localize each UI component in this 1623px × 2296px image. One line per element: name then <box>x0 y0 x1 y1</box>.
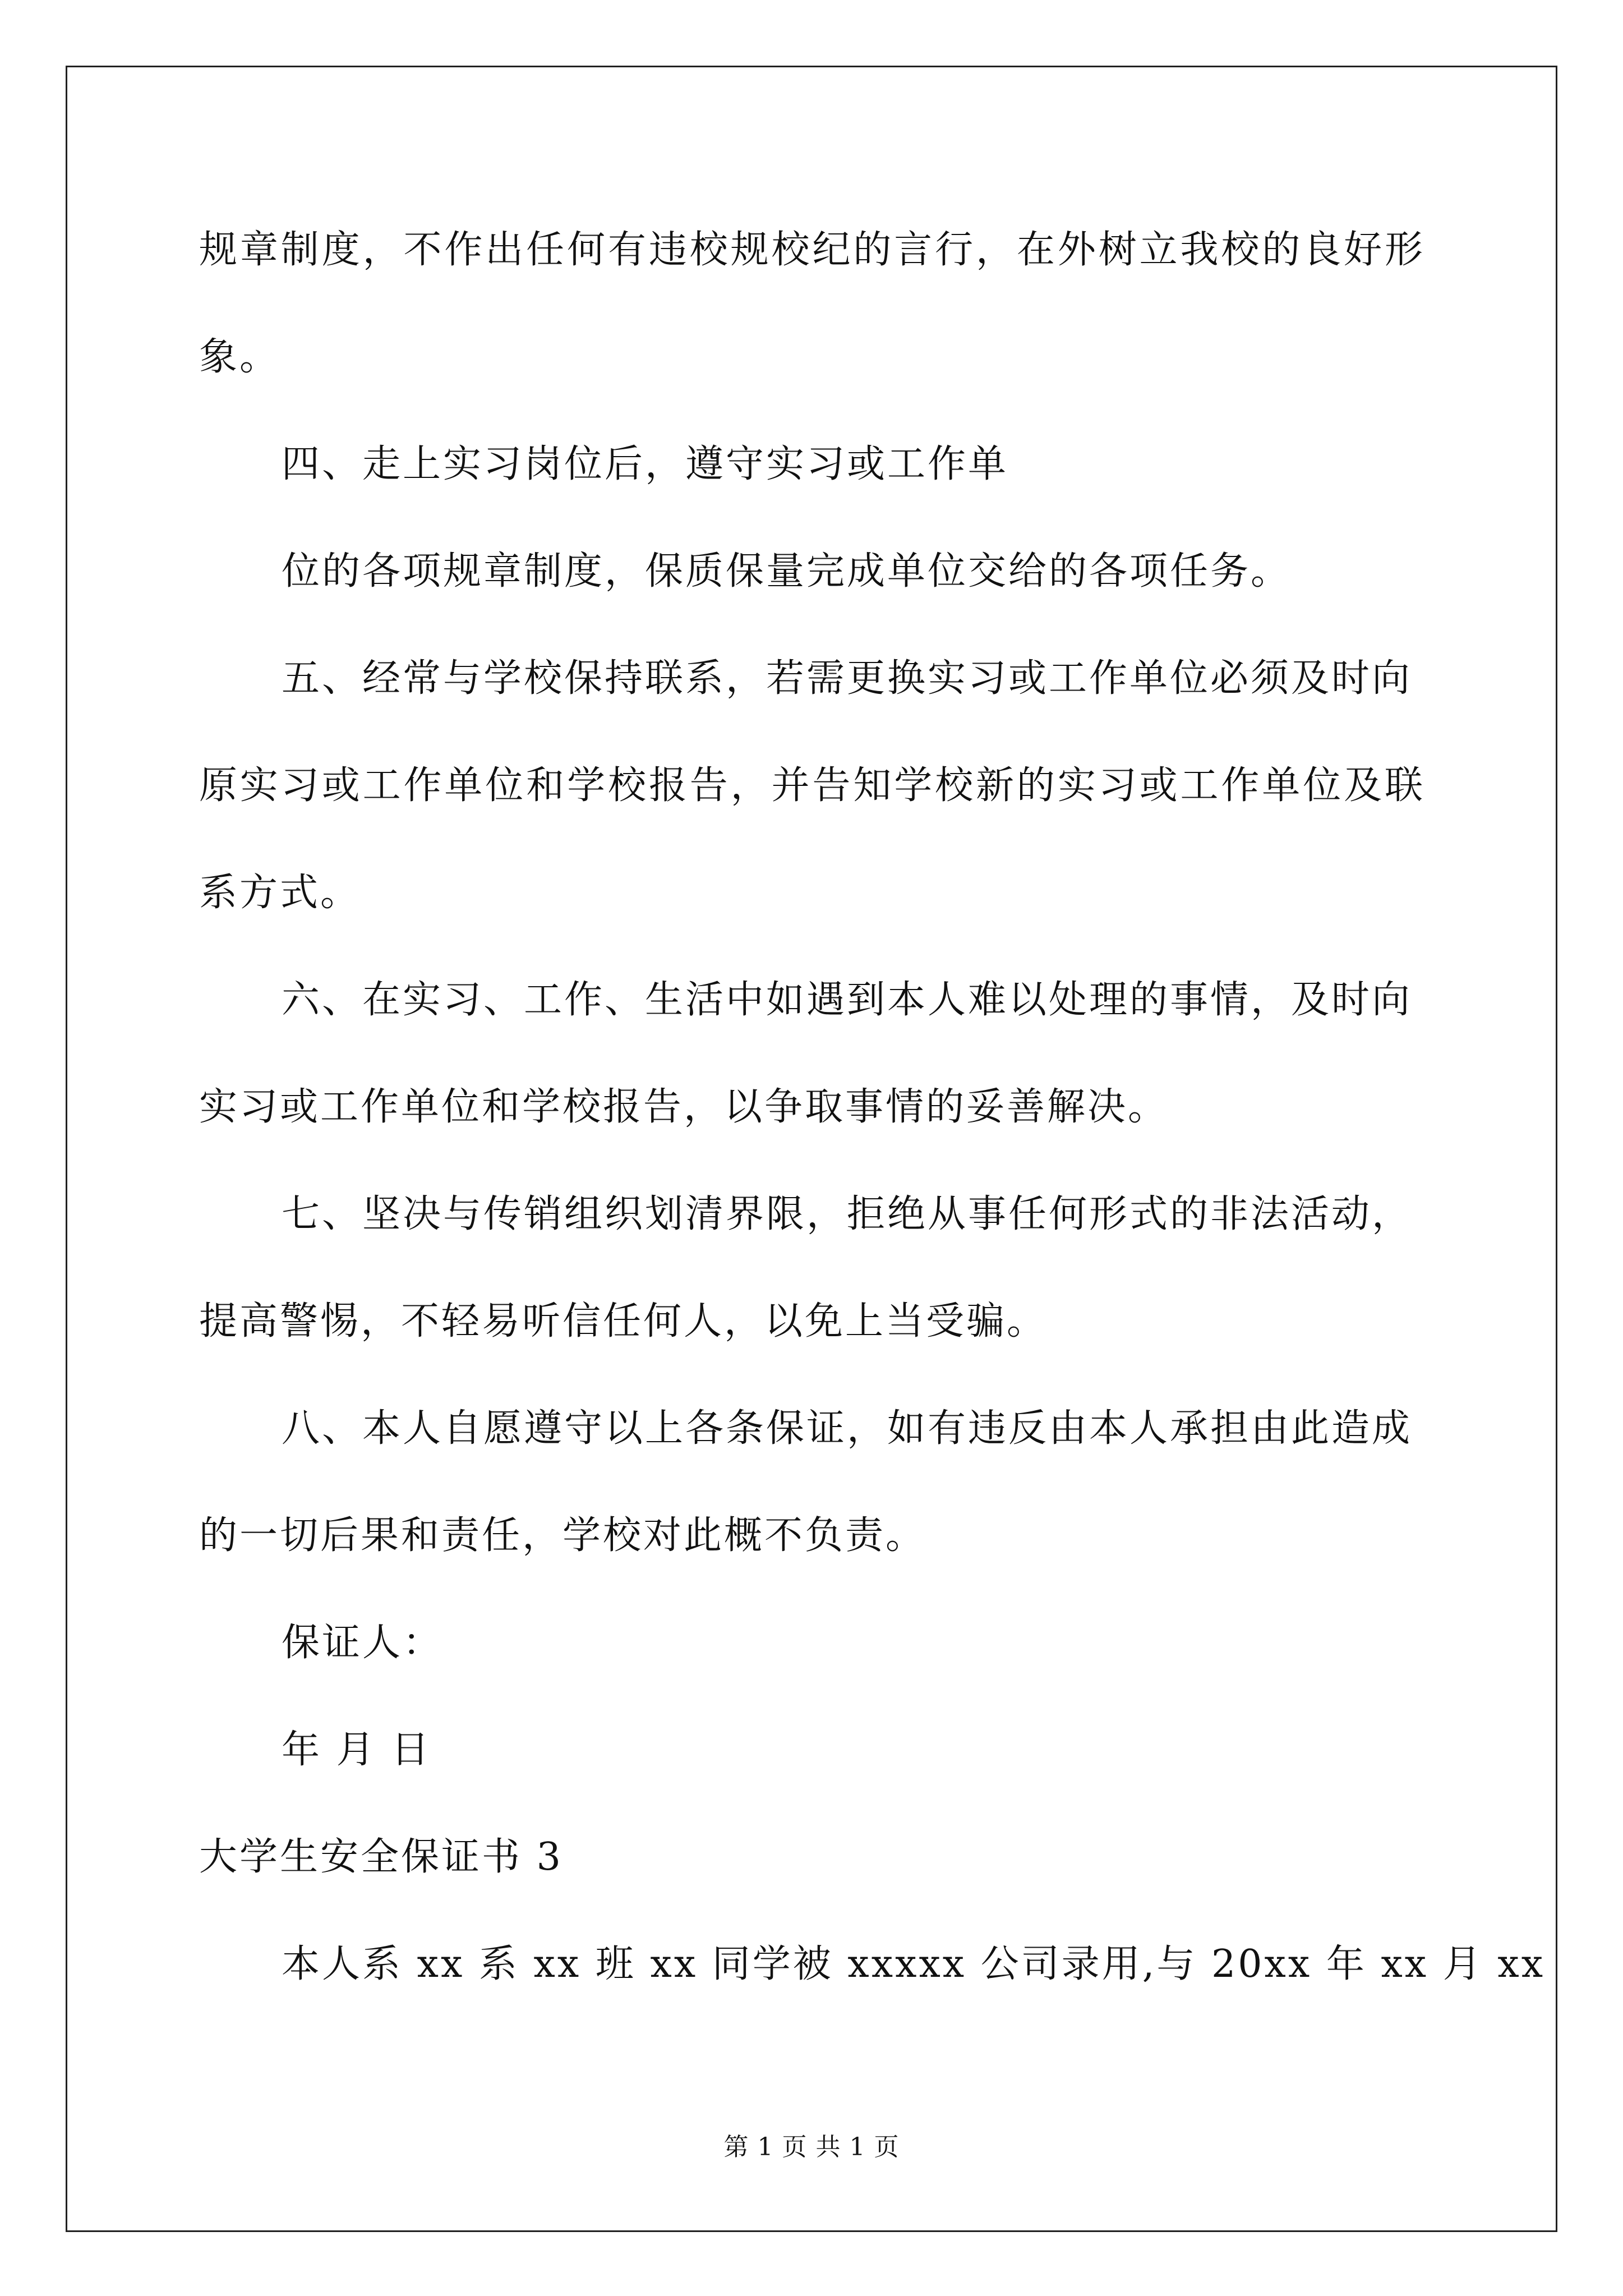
clause-8: 八、本人自愿遵守以上各条保证，如有违反由本人承担由此造成 <box>282 1406 1413 1451</box>
body-line: 规章制度，不作出任何有违校规校纪的言行，在外树立我校的良好形 <box>199 228 1425 272</box>
body-line: 实习或工作单位和学校报告，以争取事情的妥善解决。 <box>199 1085 1169 1129</box>
date-line: 年 月 日 <box>282 1728 432 1772</box>
clause-7: 七、坚决与传销组织划清界限，拒绝从事任何形式的非法活动， <box>282 1192 1413 1236</box>
clause-4-heading: 四、走上实习岗位后，遵守实习或工作单 <box>282 442 1009 486</box>
body-line: 系方式。 <box>199 871 361 915</box>
body-line: 本人系 xx 系 xx 班 xx 同学被 xxxxx 公司录用,与 20xx 年 xx 月 xx <box>282 1942 1546 1986</box>
page-footer: 第 1 页 共 1 页 <box>723 2133 900 2161</box>
page-frame <box>66 66 1557 2232</box>
section-title: 大学生安全保证书 3 <box>199 1835 563 1879</box>
body-line: 象。 <box>199 335 280 379</box>
guarantor-label: 保证人： <box>282 1621 444 1665</box>
body-line: 提高警惕，不轻易听信任何人，以免上当受骗。 <box>199 1299 1048 1343</box>
body-line: 的一切后果和责任，学校对此概不负责。 <box>199 1513 926 1558</box>
clause-5: 五、经常与学校保持联系，若需更换实习或工作单位必须及时向 <box>282 656 1413 701</box>
clause-6: 六、在实习、工作、生活中如遇到本人难以处理的事情，及时向 <box>282 978 1413 1022</box>
body-line: 原实习或工作单位和学校报告，并告知学校新的实习或工作单位及联 <box>199 763 1425 808</box>
body-line: 位的各项规章制度，保质保量完成单位交给的各项任务。 <box>282 549 1292 593</box>
